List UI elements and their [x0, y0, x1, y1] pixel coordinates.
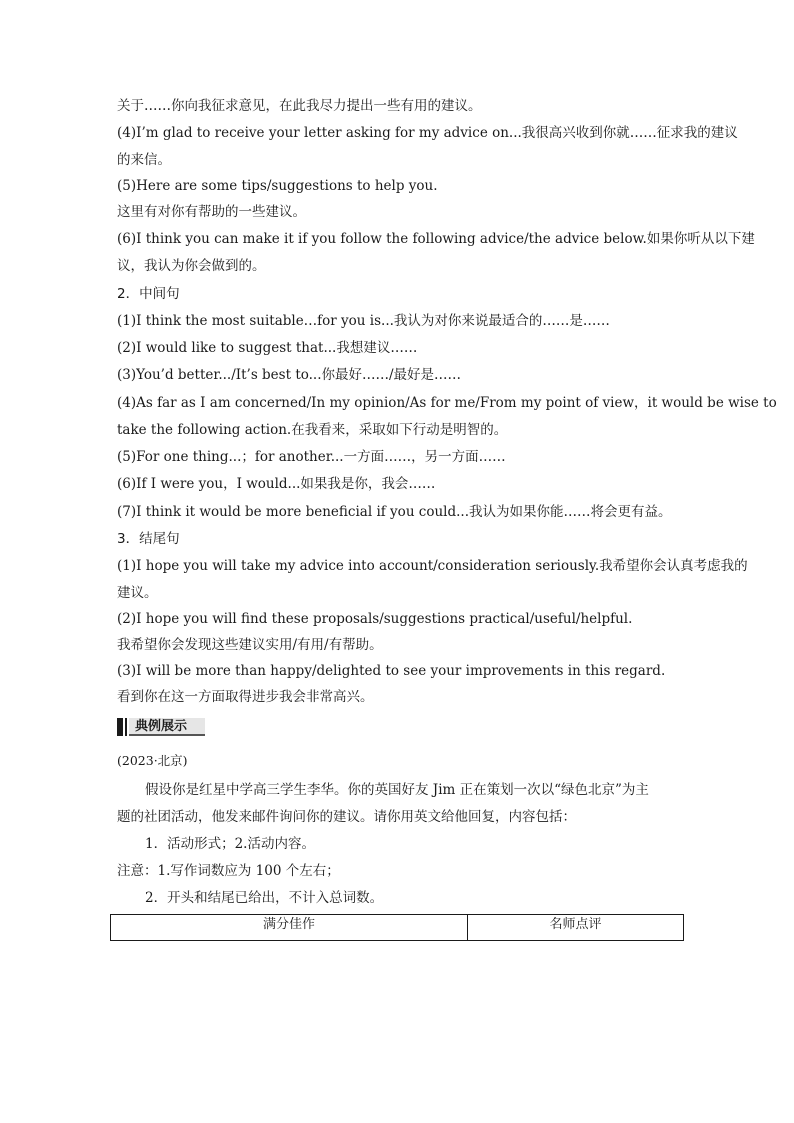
table-header-teacher-comment: 名师点评 [549, 917, 602, 932]
section-badge [117, 716, 207, 738]
text-line: (2)I would like to suggest that...我想建议…… [117, 340, 418, 356]
text-line: (3)You’d better.../It’s best to...你最好……/最好是…… [117, 367, 462, 383]
badge-bar-decoration [125, 718, 127, 736]
section-heading-ending: 3．结尾句 [117, 531, 180, 547]
text-line: 议，我认为你会做到的。 [117, 258, 266, 274]
text-line: (2)I hope you will find these proposals/suggestions practical/useful/helpful. [117, 611, 633, 627]
example-note: 2．开头和结尾已给出，不计入总词数。 [145, 890, 384, 906]
text-line: (5)Here are some tips/suggestions to help you. [117, 178, 438, 194]
text-line: (5)For one thing...；for another...一方面……，另一方面…… [117, 449, 506, 465]
text-line: (6)If I were you，I would...如果我是你，我会…… [117, 476, 436, 492]
example-prompt: 题的社团活动，他发来邮件询问你的建议。请你用英文给他回复，内容包括： [117, 809, 576, 825]
text-line: 这里有对你有帮助的一些建议。 [117, 204, 306, 220]
text-line: (4)As far as I am concerned/In my opinion/As for me/From my point of view，it would be wise to [117, 395, 777, 411]
example-source: (2023·北京) [117, 753, 188, 768]
text-line: 看到你在这一方面取得进步我会非常高兴。 [117, 689, 374, 705]
text-line: 我希望你会发现这些建议实用/有用/有帮助。 [117, 637, 383, 653]
section-heading-middle: 2．中间句 [117, 286, 180, 302]
text-line: (4)I’m glad to receive your letter asking for my advice on...我很高兴收到你就……征求我的建议 [117, 125, 738, 141]
table-header-model-essay: 满分佳作 [111, 915, 468, 940]
text-line: (7)I think it would be more beneficial if you could...我认为如果你能……将会更有益。 [117, 504, 672, 520]
badge-label: 典例展示 [129, 718, 205, 736]
text-line: 的来信。 [117, 152, 171, 168]
answer-table [110, 914, 684, 941]
example-prompt: 假设你是红星中学高三学生李华。你的英国好友 Jim 正在策划一次以“绿色北京”为主 [145, 782, 649, 798]
text-line: (1)I think the most suitable…for you is...我认为对你来说最适合的……是…… [117, 313, 610, 329]
text-line: (6)I think you can make it if you follow the following advice/the advice below.如果你听从以下建 [117, 231, 755, 247]
text-line: (3)I will be more than happy/delighted to see your improvements in this regard. [117, 663, 666, 679]
example-item: 1．活动形式；2.活动内容。 [145, 836, 315, 852]
example-note: 注意：1.写作词数应为 100 个左右； [117, 863, 340, 879]
badge-bar-decoration [117, 718, 123, 736]
text-line: take the following action.在我看来，采取如下行动是明智的。 [117, 422, 508, 438]
text-line: 建议。 [117, 585, 158, 601]
text-line: (1)I hope you will take my advice into account/consideration seriously.我希望你会认真考虑我的 [117, 558, 748, 574]
text-line: 关于……你向我征求意见，在此我尽力提出一些有用的建议。 [117, 98, 482, 114]
